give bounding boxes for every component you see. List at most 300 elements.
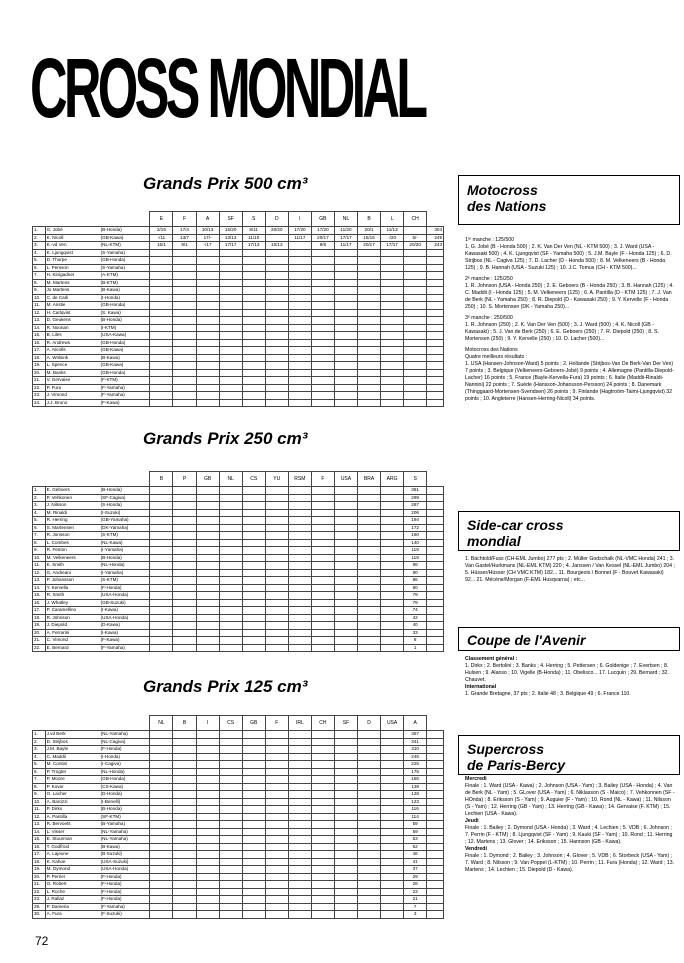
table-row [33,858,444,866]
result-cell [334,354,357,362]
rider-name-cell: P. Caramellino [45,607,100,615]
result-cell [334,369,357,377]
result-cell [173,644,196,652]
result-cell [265,494,288,502]
table-row [33,888,444,896]
result-cell [357,614,380,622]
result-cell [381,607,404,615]
result-cell [381,843,404,851]
result-cell [357,309,380,317]
table-row [33,294,444,302]
rank-cell: 17. [33,851,46,859]
header-blank [33,716,150,731]
total-cell [427,644,444,652]
result-cell [311,731,334,739]
total-cell [427,399,444,407]
result-cell [357,517,380,525]
table-row [33,731,444,739]
result-cell [288,354,311,362]
result-cell [150,637,173,645]
result-cell [357,384,380,392]
rank-cell: 14. [33,324,46,332]
result-cell [311,851,334,859]
result-cell [173,547,196,555]
result-cell [334,858,357,866]
rank-cell: 2. [33,234,46,242]
result-cell: 175 [404,768,427,776]
result-cell [288,569,311,577]
motocross-heading-2: 2ᵉ manche : 125/250 [465,276,513,282]
result-cell [288,768,311,776]
team-cell: (B-Kawa) [100,354,150,362]
result-cell [219,873,242,881]
result-cell [173,294,196,302]
result-cell [242,532,265,540]
result-cell [404,339,427,347]
result-cell [404,309,427,317]
result-cell [173,554,196,562]
result-cell [219,637,242,645]
result-cell [381,622,404,630]
result-cell [219,279,242,287]
result-cell: 17/20 [288,227,311,235]
result-cell [242,317,265,325]
result-cell: 15/15 [357,234,380,242]
result-cell: 8/11 [242,227,265,235]
rank-cell: 16. [33,843,46,851]
rank-cell: 18. [33,354,46,362]
team-cell: (GB-Kawa) [100,347,150,355]
result-cell [357,806,380,814]
result-cell [219,384,242,392]
result-cell [173,399,196,407]
result-cell [381,317,404,325]
result-cell [196,532,219,540]
result-cell: 310 [404,746,427,754]
table-row [33,502,444,510]
result-cell [150,746,173,754]
result-cell [219,347,242,355]
result-cell: 8/8 [311,242,334,250]
result-cell [265,903,288,911]
result-cell [288,783,311,791]
result-cell [357,768,380,776]
column-header: RSM [288,472,311,487]
total-cell [427,806,444,814]
result-cell [381,896,404,904]
result-cell [196,791,219,799]
result-cell [381,761,404,769]
total-cell [427,302,444,310]
result-cell [357,369,380,377]
result-cell [173,339,196,347]
table-row [33,592,444,600]
result-cell [311,768,334,776]
rider-name-cell: E. Bernard [45,644,100,652]
team-cell: (S-KTM) [100,577,150,585]
result-cell: -/17 [196,242,219,250]
result-cell [219,746,242,754]
result-cell [196,614,219,622]
result-cell [265,339,288,347]
result-cell [404,257,427,265]
result-cell [265,584,288,592]
result-cell [173,502,196,510]
result-cell [219,524,242,532]
table-row [33,622,444,630]
result-cell [150,302,173,310]
result-cell [265,614,288,622]
rank-cell: 2. [33,738,46,746]
rider-name-cell: K.-vd Ven [45,242,100,250]
result-cell [288,272,311,280]
table-row [33,362,444,370]
table-row [33,272,444,280]
result-cell [150,753,173,761]
result-cell [219,324,242,332]
result-cell [404,377,427,385]
result-cell: 194 [404,517,427,525]
rider-name-cell: R. Jonsson [45,532,100,540]
table-row [33,562,444,570]
result-cell [311,309,334,317]
result-cell [357,502,380,510]
column-header: F [265,716,288,731]
team-cell: (I-Honda) [100,753,150,761]
result-cell [334,783,357,791]
result-cell [196,888,219,896]
team-cell: (GB-Yamaha) [100,517,150,525]
result-cell [242,399,265,407]
result-cell [334,392,357,400]
team-cell: (F-Kawa) [100,637,150,645]
result-cell: 225 [404,761,427,769]
result-cell [288,851,311,859]
result-cell [265,911,288,919]
header-blank-total [427,716,444,731]
rank-cell: 18. [33,614,46,622]
result-cell [150,798,173,806]
result-cell [265,629,288,637]
table-row [33,873,444,881]
result-cell [357,731,380,739]
gp500-title: Grands Prix 500 cm³ [143,174,308,193]
result-cell [404,249,427,257]
result-cell [404,324,427,332]
rider-name-cell: J. Rallaz [45,896,100,904]
header-blank-total [427,212,444,227]
result-cell [150,257,173,265]
team-cell: (B-Honda) [100,317,150,325]
result-cell [265,577,288,585]
result-cell [381,339,404,347]
result-cell [357,279,380,287]
result-cell [288,302,311,310]
result-cell [219,806,242,814]
column-header: BRA [357,472,380,487]
result-cell [265,753,288,761]
result-cell [173,768,196,776]
total-cell [427,791,444,799]
column-header: A [196,212,219,227]
rider-name-cell: A. Barozzi [45,798,100,806]
result-cell [242,738,265,746]
result-cell: 20/17 [311,234,334,242]
result-cell [196,644,219,652]
rider-name-cell: S. Martensen [45,524,100,532]
result-cell [381,637,404,645]
team-cell: (GB-Honda) [100,339,150,347]
result-cell [219,569,242,577]
result-cell [334,584,357,592]
result-cell [288,599,311,607]
result-cell: 42 [404,614,427,622]
result-cell [381,813,404,821]
result-cell [311,369,334,377]
result-cell [288,746,311,754]
total-cell [427,607,444,615]
team-cell: (SF-Cagiva) [100,494,150,502]
result-cell: 11/13 [381,227,404,235]
result-cell [288,502,311,510]
result-cell [265,607,288,615]
result-cell [357,392,380,400]
team-cell: (I-Honda) [100,294,150,302]
result-cell [219,377,242,385]
result-cell [357,881,380,889]
result-cell: 46 [404,851,427,859]
result-cell [196,753,219,761]
rider-name-cell: M. Rinaldi [45,509,100,517]
result-cell [381,753,404,761]
page-title: CROSS MONDIAL [30,41,425,135]
result-cell [242,806,265,814]
result-cell [357,524,380,532]
result-cell [265,637,288,645]
result-cell [219,783,242,791]
result-cell [242,798,265,806]
rank-cell: 11. [33,562,46,570]
result-cell [357,554,380,562]
team-cell: (NL-Yamaha) [100,828,150,836]
total-cell [427,569,444,577]
motocross-para-3: 1. R. Johnson (250) ; 2. K. Van Der Ven (500) ; 3. J. Ward (500) ; 4. K. Nicoll (GB - Kawasaki) ; 5. J. Van de Berk (250) ; 6. E. Geboers (250) ; 7. R. Diepold (250) ; 8. S. Mortensen (250) ; 9. Y. Kervelle (250) ; 10. D. Lacher (500)... [465,322,659,342]
result-cell [265,532,288,540]
header-blank-total [427,472,444,487]
result-cell [334,761,357,769]
result-cell [196,554,219,562]
result-cell [334,577,357,585]
rider-name-cell: J. Vimond [45,392,100,400]
result-cell [288,279,311,287]
rank-cell: 3. [33,242,46,250]
team-cell: (GB-Honda) [100,302,150,310]
result-cell [404,279,427,287]
rank-cell: 6. [33,264,46,272]
result-cell [265,547,288,555]
team-cell: (I-Suzuki) [100,509,150,517]
table-row [33,339,444,347]
supercross-day-3: Vendredi [465,846,487,852]
result-cell: 172 [404,524,427,532]
result-cell [288,339,311,347]
avenir-text [465,656,675,702]
result-cell [311,294,334,302]
result-cell: 15/1 [150,242,173,250]
result-cell [219,866,242,874]
team-cell: (F-Yamaha) [100,392,150,400]
result-cell [311,843,334,851]
result-cell [288,881,311,889]
result-cell [265,309,288,317]
result-cell [219,494,242,502]
rank-cell: 15. [33,592,46,600]
result-cell [219,517,242,525]
result-cell [173,607,196,615]
avenir-para-2: 1. Grande Bretagne, 37 pts ; 2. Italie 48 ; 3. Belgique 49 ; 6. France 110. [465,691,631,697]
column-header: ARG [381,472,404,487]
rider-name-cell: M. Dymond [45,866,100,874]
result-cell [242,547,265,555]
total-cell [427,798,444,806]
result-cell [311,644,334,652]
result-cell [404,294,427,302]
total-cell [427,637,444,645]
result-cell: 13/13 [219,234,242,242]
total-cell [427,287,444,295]
result-cell [381,309,404,317]
result-cell [357,509,380,517]
result-cell [381,332,404,340]
total-cell [427,813,444,821]
result-cell [334,377,357,385]
rank-cell: 1. [33,731,46,739]
total-cell [427,354,444,362]
result-cell [242,753,265,761]
table-row [33,249,444,257]
result-cell [357,294,380,302]
result-cell [334,562,357,570]
result-cell [381,798,404,806]
result-cell [173,828,196,836]
result-cell [381,524,404,532]
rider-name-cell: P. Vehkonen [45,494,100,502]
result-cell [173,302,196,310]
table-row [33,768,444,776]
result-cell [173,487,196,495]
result-cell [381,629,404,637]
team-cell: (A-KTM) [100,272,150,280]
result-cell [334,791,357,799]
result-cell [265,487,288,495]
result-cell [357,532,380,540]
result-cell [150,911,173,919]
rank-cell: 14. [33,584,46,592]
result-cell [196,264,219,272]
result-cell [311,509,334,517]
table-row [33,881,444,889]
result-cell [173,592,196,600]
table-row [33,494,444,502]
result-cell [288,614,311,622]
table-row [33,903,444,911]
result-cell [288,873,311,881]
result-cell [288,866,311,874]
rank-cell: 4. [33,753,46,761]
rider-name-cell: J. Nilsson [45,502,100,510]
team-cell: (D-Honda) [100,791,150,799]
result-cell: 299 [404,494,427,502]
result-cell [334,622,357,630]
result-cell [242,783,265,791]
result-cell [381,806,404,814]
team-cell: (B-Honda) [100,487,150,495]
result-cell: 28 [404,881,427,889]
result-cell [173,821,196,829]
total-cell [427,294,444,302]
result-cell [219,644,242,652]
result-cell [288,264,311,272]
result-cell [265,279,288,287]
result-cell [219,392,242,400]
table-row [33,911,444,919]
result-cell: 119 [404,554,427,562]
result-cell [288,911,311,919]
result-cell [311,738,334,746]
result-cell [196,569,219,577]
result-cell [219,302,242,310]
motocross-nations-header [458,175,680,225]
result-cell [381,249,404,257]
total-cell [427,377,444,385]
result-cell [265,768,288,776]
result-cell [219,738,242,746]
result-cell [311,828,334,836]
result-cell [357,562,380,570]
rank-cell: 20. [33,369,46,377]
result-cell [219,731,242,739]
result-cell [288,539,311,547]
rank-cell: 21. [33,637,46,645]
result-cell [265,836,288,844]
result-cell [311,539,334,547]
result-cell [173,272,196,280]
result-cell [357,399,380,407]
result-cell: 11/17 [288,234,311,242]
total-cell [427,881,444,889]
result-cell [242,392,265,400]
result-cell [311,524,334,532]
result-cell [381,287,404,295]
result-cell [357,836,380,844]
result-cell [381,517,404,525]
column-header: A [404,716,427,731]
team-cell: (I-KTM) [100,324,150,332]
rider-name-cell: P. Dirkx [45,806,100,814]
result-cell [381,836,404,844]
team-cell: (GB-Suzuki) [100,599,150,607]
result-cell [288,584,311,592]
result-cell [311,866,334,874]
result-cell: 8 [404,637,427,645]
total-cell [427,873,444,881]
result-cell [357,362,380,370]
table-row [33,324,444,332]
result-cell [357,249,380,257]
result-cell [150,791,173,799]
result-cell [173,746,196,754]
result-cell [242,776,265,784]
